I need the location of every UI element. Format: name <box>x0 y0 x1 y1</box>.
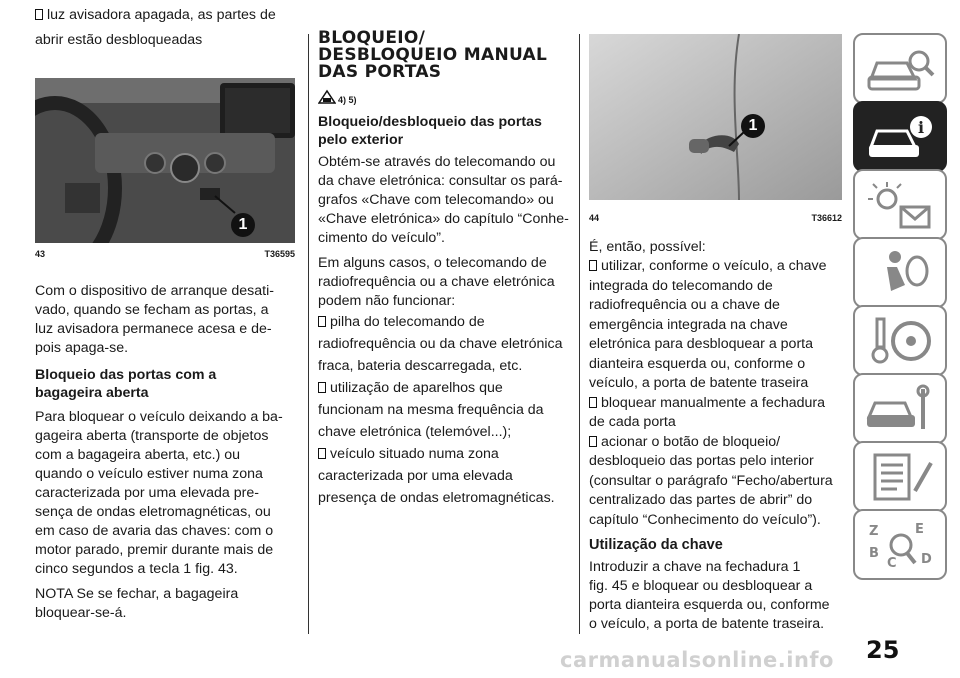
title-line: DAS PORTAS <box>318 62 442 82</box>
figure-code: T36612 <box>811 213 842 223</box>
car-tools-icon <box>865 383 937 437</box>
column-divider <box>308 34 309 634</box>
bullet-list <box>318 311 573 509</box>
figure-43 <box>35 78 295 243</box>
text-line: em caso de avaria das chaves: com o <box>35 523 274 539</box>
svg-text:Z: Z <box>869 524 879 539</box>
section-title <box>318 30 573 81</box>
column-1 <box>35 0 295 50</box>
bullet-item <box>318 311 573 377</box>
bullet-item <box>589 433 844 531</box>
intro-text: É, então, possível: <box>589 239 706 255</box>
text-line: dianteira esquerda ou, conforme o <box>589 355 806 372</box>
text-line: emergência integrada na chave <box>589 316 788 333</box>
svg-text:B: B <box>869 546 879 561</box>
airbag-seat-icon <box>865 247 937 301</box>
bullet-continuation: abrir estão desbloqueadas <box>35 32 203 48</box>
section-heading <box>35 366 300 402</box>
section-heading <box>318 113 573 149</box>
bullet-item <box>318 377 573 443</box>
text-line: funcionam na mesma frequência da <box>318 402 544 418</box>
text-line: «Chave eletrónica» do capítulo “Conhe- <box>318 211 569 227</box>
text-line: pilha do telecomando de <box>318 311 573 333</box>
text-line: utilizar, conforme o veículo, a chave <box>589 257 844 277</box>
text-line: NOTA Se se fechar, a bagageira <box>35 586 239 602</box>
paragraph <box>589 558 844 634</box>
text-line: gageira aberta (transporte de objetos <box>35 428 269 444</box>
refs-text: 4) 5) <box>338 95 357 105</box>
document-list-icon <box>865 451 937 505</box>
text-line: sença de ondas eletromagnéticas, ou <box>35 504 271 520</box>
text-line: desbloqueio das portas pelo interior <box>589 453 814 469</box>
text-line: da chave eletrónica: consultar os pará- <box>318 173 563 189</box>
bullet-item <box>589 257 844 394</box>
alphabet-index-icon <box>865 519 937 573</box>
heading-line: Bloqueio das portas com a <box>35 367 217 383</box>
text-line: bloquear manualmente a fechadura <box>589 394 844 414</box>
text-line: vado, quando se fecham as portas, a <box>35 302 269 318</box>
heading-line: bagageira aberta <box>35 385 149 401</box>
tab-airbag-seat[interactable] <box>853 237 947 308</box>
text-line: Obtém-se através do telecomando ou <box>318 154 556 170</box>
text-line: podem não funcionar: <box>318 293 456 309</box>
tab-key-steering[interactable] <box>853 305 947 376</box>
car-info-icon <box>865 111 937 165</box>
paragraph-2 <box>318 254 573 311</box>
text-line: cinco segundos a tecla 1 fig. 43. <box>35 561 238 577</box>
bullet-item: luz avisadora apagada, as partes de <box>35 6 295 25</box>
tab-car-tools[interactable] <box>853 373 947 444</box>
figure-44 <box>589 34 842 200</box>
svg-text:i: i <box>917 118 925 137</box>
paragraph-2 <box>35 408 300 579</box>
bullet-item <box>589 394 844 433</box>
text-line: de cada porta <box>589 414 676 430</box>
svg-text:C: C <box>887 556 897 571</box>
column-2 <box>318 30 573 509</box>
heading-line: pelo exterior <box>318 132 404 148</box>
door-handle-photo <box>589 34 842 200</box>
dashboard-photo <box>35 78 295 243</box>
text-line: centralizado das partes de abrir” do <box>589 492 813 508</box>
text-line: (consultar o parágrafo “Fecho/abertura <box>589 472 833 489</box>
text-line: veículo situado numa zona <box>318 443 573 465</box>
text-line: Com o dispositivo de arranque desati- <box>35 283 274 299</box>
text-line: chave eletrónica (telemóvel...); <box>318 424 512 440</box>
text-line: cimento do veículo”. <box>318 230 445 246</box>
text-line: utilização de aparelhos que <box>318 377 573 399</box>
text-line: quando o veículo estiver numa zona <box>35 466 263 482</box>
text-line: Introduzir a chave na fechadura 1 <box>589 559 801 575</box>
warning-book-icon <box>318 89 336 105</box>
figure-number: 43 <box>35 249 46 259</box>
text-line: o veículo, a porta de batente traseira. <box>589 616 825 632</box>
bullet-list <box>589 257 844 530</box>
text-line: acionar o botão de bloqueio/ <box>589 433 844 453</box>
text-line: eletrónica para desbloquear a porta <box>589 336 814 352</box>
section-heading: Utilização da chave <box>589 537 723 553</box>
page-number: 25 <box>866 636 900 664</box>
figure-code: T36595 <box>264 249 295 259</box>
text-line: fraca, bateria descarregada, etc. <box>318 358 523 374</box>
text-line: integrada do telecomando de <box>589 277 773 294</box>
tab-alphabet-index[interactable] <box>853 509 947 580</box>
figure-44-caption <box>589 213 842 223</box>
text-line: presença de ondas eletromagnéticas. <box>318 490 555 506</box>
text-line: porta dianteira esquerda ou, conforme <box>589 597 830 613</box>
column-1-body <box>35 282 300 623</box>
column-divider <box>579 34 580 634</box>
tab-warning-lights[interactable] <box>853 169 947 240</box>
paragraph-1 <box>318 153 573 248</box>
title-line: DESBLOQUEIO MANUAL <box>318 45 548 65</box>
tab-car-info[interactable] <box>853 101 947 172</box>
text-line: veículo, a porta de batente traseira <box>589 375 809 391</box>
callout-1: 1 <box>231 213 255 237</box>
text-line: Em alguns casos, o telecomando de <box>318 255 547 271</box>
text-line: motor parado, premir durante mais de <box>35 542 274 558</box>
heading-line: Bloqueio/desbloqueio das portas <box>318 114 542 130</box>
column-3 <box>589 238 844 634</box>
text-line: radiofrequência ou da chave eletrónica <box>318 336 563 352</box>
text-line: grafos «Chave com telecomando» ou <box>318 192 554 208</box>
paragraph-3 <box>35 585 300 623</box>
figure-number: 44 <box>589 213 600 223</box>
callout-1: 1 <box>741 114 765 138</box>
text-line: radiofrequência ou a chave de <box>589 297 780 313</box>
tab-document-list[interactable] <box>853 441 947 512</box>
text-line: caracterizada por uma elevada pre- <box>35 485 259 501</box>
text-line: capítulo “Conhecimento do veículo”). <box>589 511 821 528</box>
text-line: radiofrequência ou a chave eletrónica <box>318 274 555 290</box>
warning-lights-icon <box>865 179 937 233</box>
paragraph-1 <box>35 282 300 358</box>
watermark: carmanualsonline.info <box>560 648 834 672</box>
text-line: Para bloquear o veículo deixando a ba- <box>35 409 283 425</box>
svg-text:D: D <box>921 552 932 567</box>
text-line: pois apaga-se. <box>35 340 129 356</box>
text-line: bloquear-se-á. <box>35 605 127 621</box>
figure-43-caption <box>35 249 295 259</box>
text-line: luz avisadora permanece acesa e de- <box>35 321 272 337</box>
text-line: fig. 45 e bloquear ou desbloquear a <box>589 578 813 594</box>
bullet-item <box>318 443 573 509</box>
text-line: caracterizada por uma elevada <box>318 468 513 484</box>
text-line: com a bagageira aberta, etc.) ou <box>35 447 241 463</box>
car-search-icon <box>865 43 937 97</box>
key-steering-icon <box>865 315 937 369</box>
warning-refs <box>318 89 573 105</box>
svg-text:E: E <box>915 522 924 537</box>
title-line: BLOQUEIO/ <box>318 28 426 48</box>
tab-car-search[interactable] <box>853 33 947 104</box>
